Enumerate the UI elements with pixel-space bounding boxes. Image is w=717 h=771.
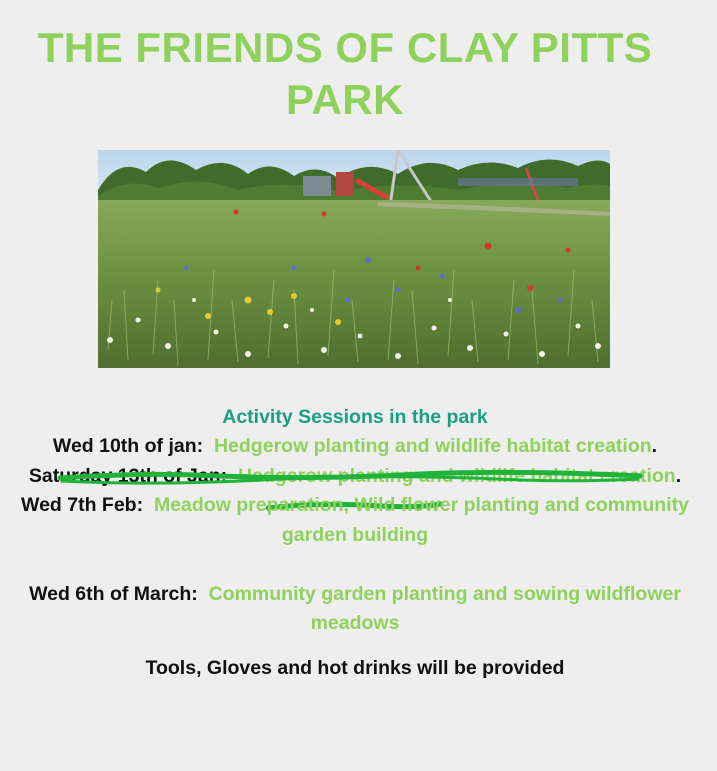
session-item xyxy=(20,580,690,639)
page-title: THE FRIENDS OF CLAY PITTS PARK xyxy=(37,24,653,123)
session-end: . xyxy=(675,464,682,487)
session-date: Wed 7th Feb: xyxy=(21,494,144,516)
session-activity: Meadow preparation, Wild flower planting and community garden building xyxy=(153,494,689,546)
session-activity: Hedgerow planting and wildlife habitat creation xyxy=(238,464,676,487)
footer-note: Tools, Gloves and hot drinks will be provided xyxy=(145,656,565,679)
session-item xyxy=(20,432,690,462)
session-date: Saturday 13th of Jan: xyxy=(28,464,228,487)
schedule-heading: Activity Sessions in the park xyxy=(222,406,488,428)
session-date: Wed 10th of jan: xyxy=(52,435,204,457)
session-end: . xyxy=(651,435,658,457)
session-item xyxy=(20,491,690,550)
meadow-photo xyxy=(98,150,610,368)
spacer xyxy=(20,550,690,580)
meadow-illustration xyxy=(98,150,610,368)
session-schedule xyxy=(20,403,690,683)
session-item-cancelled xyxy=(20,462,690,492)
session-activity: Hedgerow planting and wildlife habitat creation xyxy=(213,435,652,457)
session-activity: Community garden planting and sowing wildflower meadows xyxy=(208,582,681,634)
session-date: Wed 6th of March: xyxy=(29,582,198,605)
